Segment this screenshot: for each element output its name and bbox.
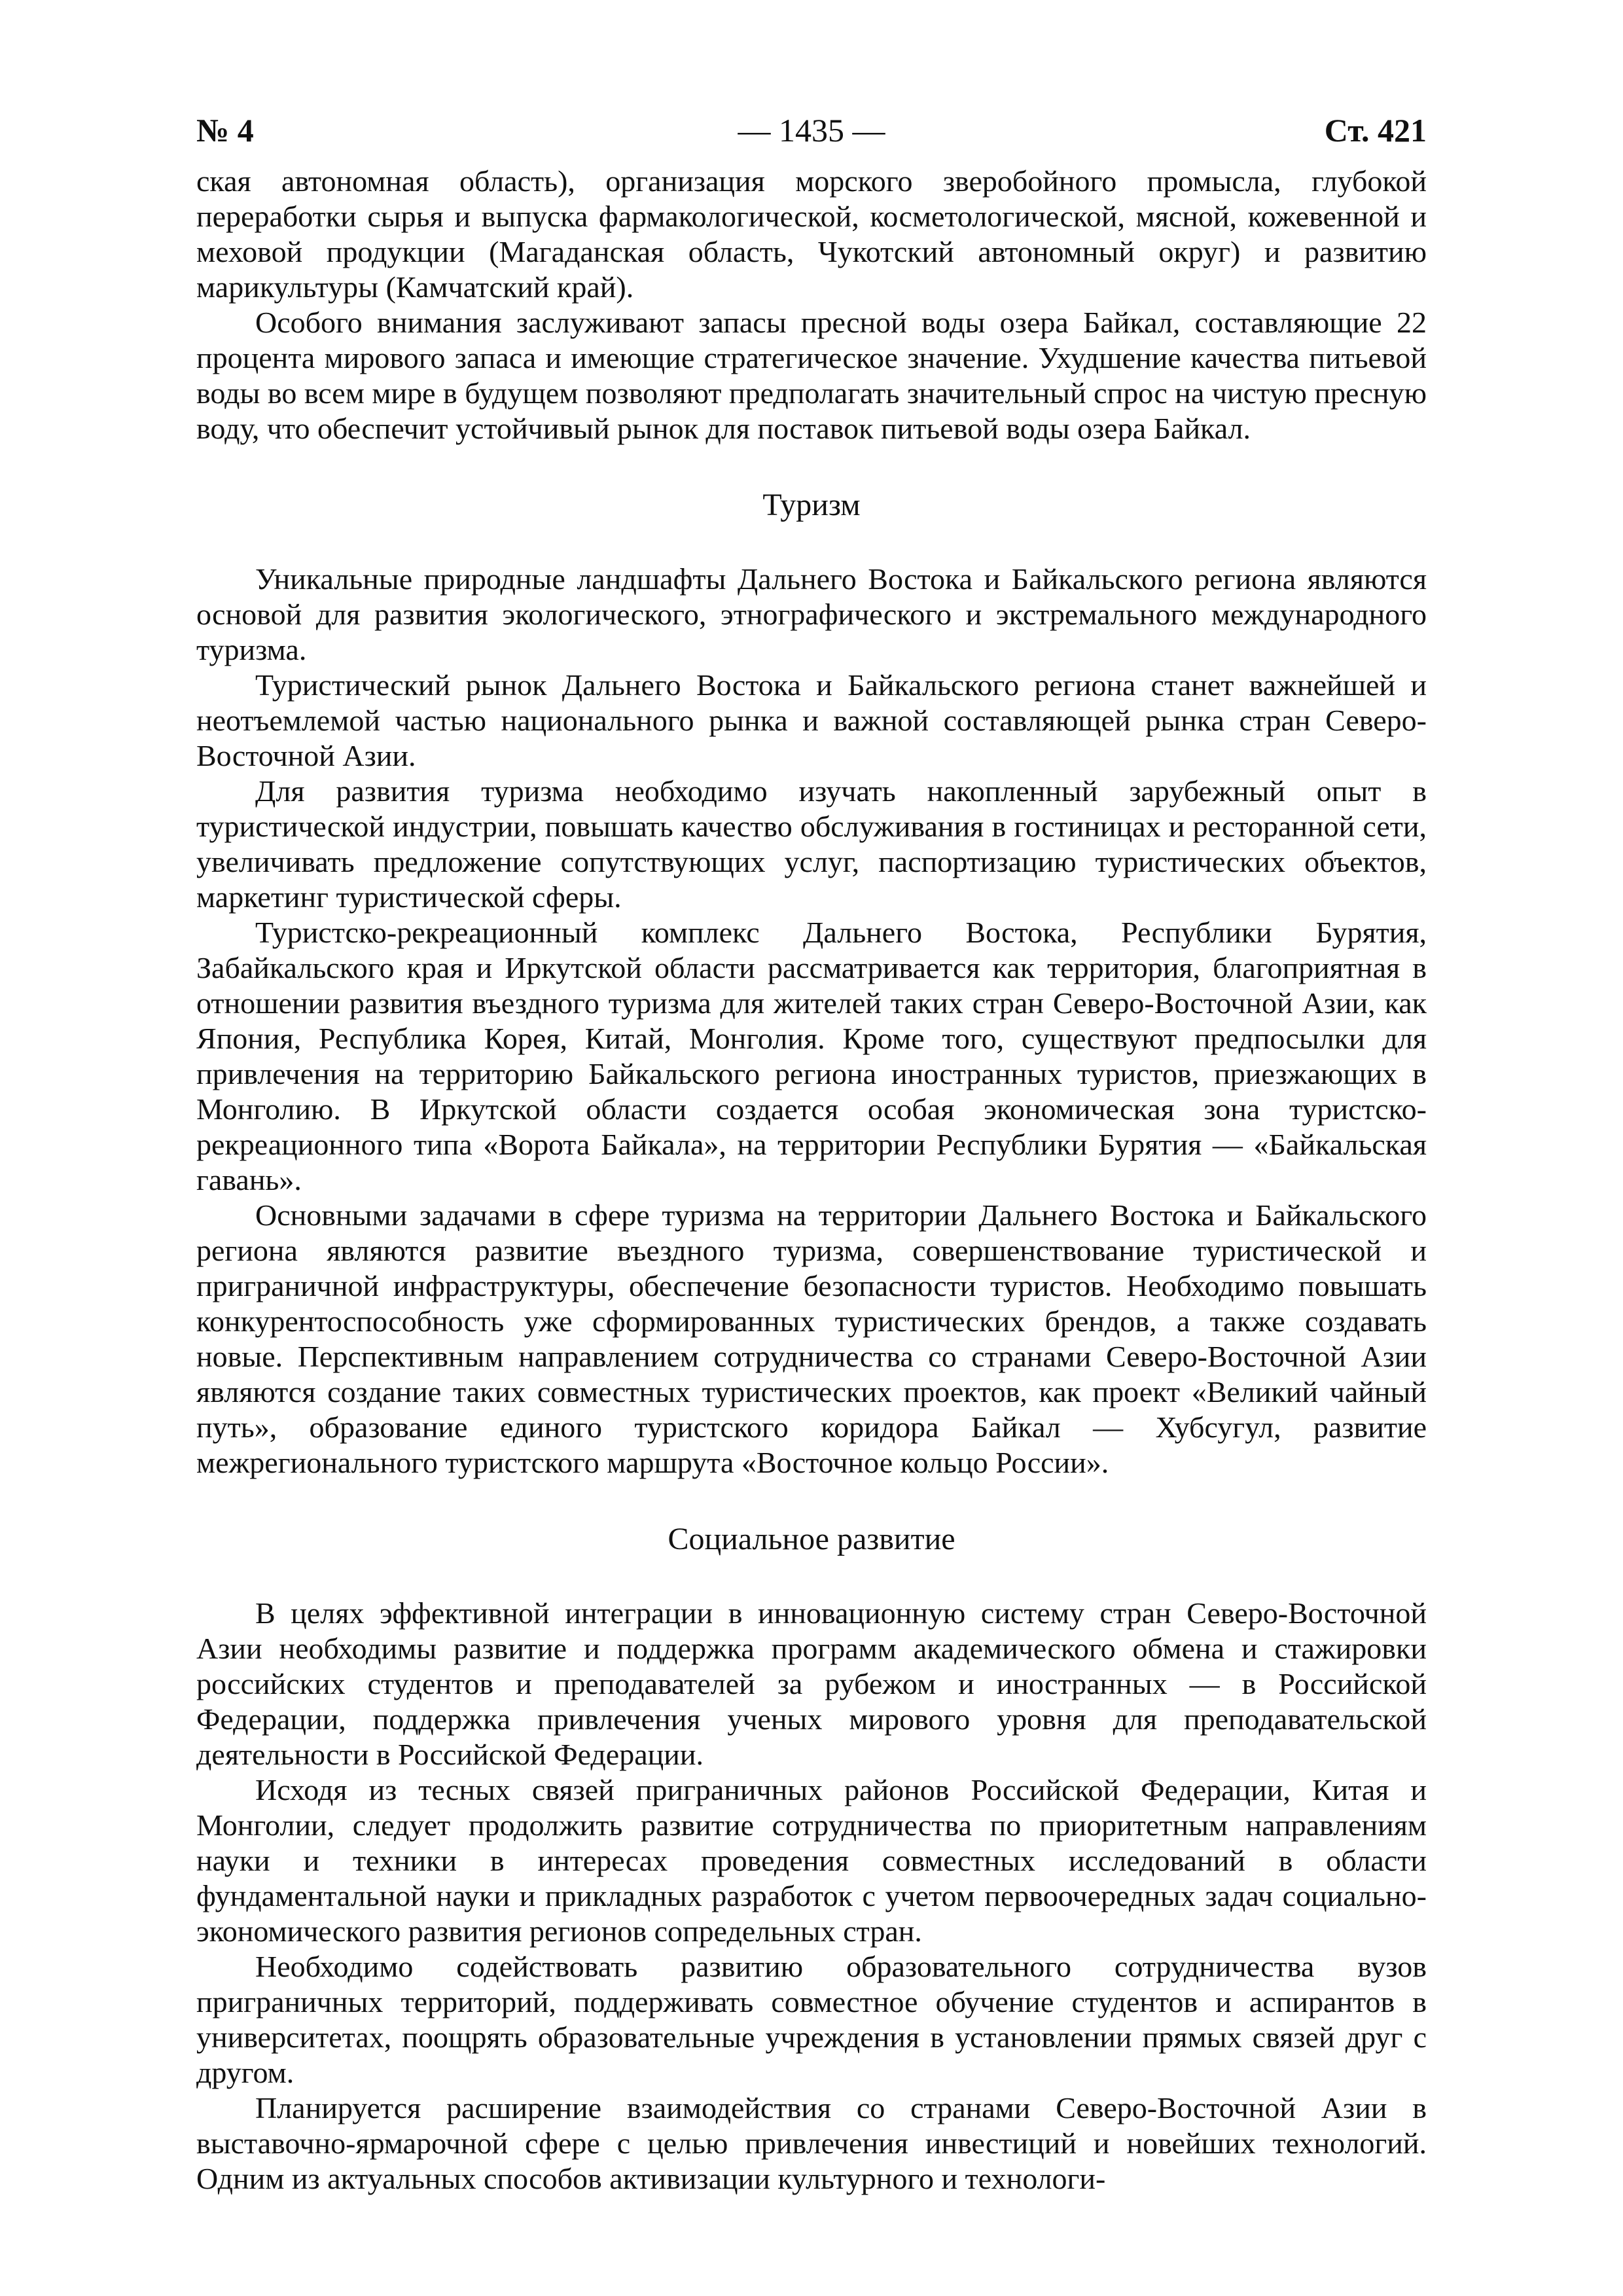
page-header xyxy=(196,111,1427,164)
paragraph: В целях эффективной интеграции в инновационную систему стран Северо-Восточной Азии необходимы развитие и поддержка программ академического обмена и стажировки российских студентов и преподавателей за рубежом и иностранных — в Российской Федерации, поддержка привлечения ученых мирового уровня для преподавательской деятельности в Российской Федерации. xyxy=(196,1596,1427,1771)
paragraph: ская автономная область), организация морского зверобойного промысла, глубокой переработки сырья и выпуска фармакологической, косметологической, мясной, кожевенной и меховой продукции (Магаданская область, Чукотский автономный округ) и развитию марикультуры (Камчатский край). xyxy=(196,164,1427,304)
page-number: — 1435 — xyxy=(738,112,885,149)
section-intro xyxy=(196,164,1427,446)
section-heading: Туризм xyxy=(762,488,861,522)
issue-number: № 4 xyxy=(196,112,254,149)
paragraph: Основными задачами в сфере туризма на территории Дальнего Востока и Байкальского региона являются развитие въездного туризма, совершенствование туристической и приграничной инфраструктуры, обеспечение безопасности туристов. Необходимо повышать конкурентоспособность уже сформированных туристических брендов, а также создавать новые. Перспективным направлением сотрудничества со странами Северо-Восточной Азии являются создание таких совместных туристических проектов, как проект «Великий чайный путь», образование единого туристского коридора Байкал — Хубсугул, развитие межрегионального туристского маршрута «Восточное кольцо России». xyxy=(196,1198,1427,1479)
paragraph: Туристско-рекреационный комплекс Дальнего Востока, Республики Бурятия, Забайкальского края и Иркутской области рассматривается как территория, благоприятная в отношении развития въездного туризма для жителей таких стран Северо-Восточной Азии, как Япония, Республика Корея, Китай, Монголия. Кроме того, существуют предпосылки для привлечения на территорию Байкальского региона иностранных туристов, приезжающих в Монголию. В Иркутской области создается особая экономическая зона туристско-рекреационного типа «Ворота Байкала», на территории Республики Бурятия — «Байкальская гавань». xyxy=(196,916,1427,1196)
paragraph: Туристический рынок Дальнего Востока и Байкальского региона станет важнейшей и неотъемлемой частью национального рынка и важной составляющей рынка стран Северо-Восточной Азии. xyxy=(196,668,1427,772)
paragraph: Необходимо содействовать развитию образовательного сотрудничества вузов приграничных территорий, поддерживать совместное обучение студентов и аспирантов в университетах, поощрять образовательные учреждения в установлении прямых связей друг с другом. xyxy=(196,1950,1427,2089)
section-heading: Социальное развитие xyxy=(668,1522,955,1556)
article-number: Ст. 421 xyxy=(1324,112,1427,149)
document-page xyxy=(196,111,1427,2197)
section-social-development xyxy=(196,1521,1427,2197)
paragraph: Особого внимания заслуживают запасы пресной воды озера Байкал, составляющие 22 процента мирового запаса и имеющие стратегическое значение. Ухудшение качества питьевой воды во всем мире в будущем позволяют предполагать значительный спрос на чистую пресную воду, что обеспечит устойчивый рынок для поставок питьевой воды озера Байкал. xyxy=(196,306,1427,445)
section-tourism xyxy=(196,487,1427,1480)
paragraph: Исходя из тесных связей приграничных районов Российской Федерации, Китая и Монголии, следует продолжить развитие сотрудничества по приоритетным направлениям науки и техники в интересах проведения совместных исследований в области фундаментальной науки и прикладных разработок с учетом первоочередных задач социально-экономического развития регионов сопредельных стран. xyxy=(196,1773,1427,1948)
paragraph: Уникальные природные ландшафты Дальнего Востока и Байкальского региона являются основой для развития экологического, этнографического и экстремального международного туризма. xyxy=(196,562,1427,666)
paragraph: Планируется расширение взаимодействия со странами Северо-Восточной Азии в выставочно-ярмарочной сфере с целью привлечения инвестиций и новейших технологий. Одним из актуальных способов активизации культурного и технологи- xyxy=(196,2091,1427,2195)
paragraph: Для развития туризма необходимо изучать накопленный зарубежный опыт в туристической индустрии, повышать качество обслуживания в гостиницах и ресторанной сети, увеличивать предложение сопутствующих услуг, паспортизацию туристических объектов, маркетинг туристической сферы. xyxy=(196,774,1427,914)
